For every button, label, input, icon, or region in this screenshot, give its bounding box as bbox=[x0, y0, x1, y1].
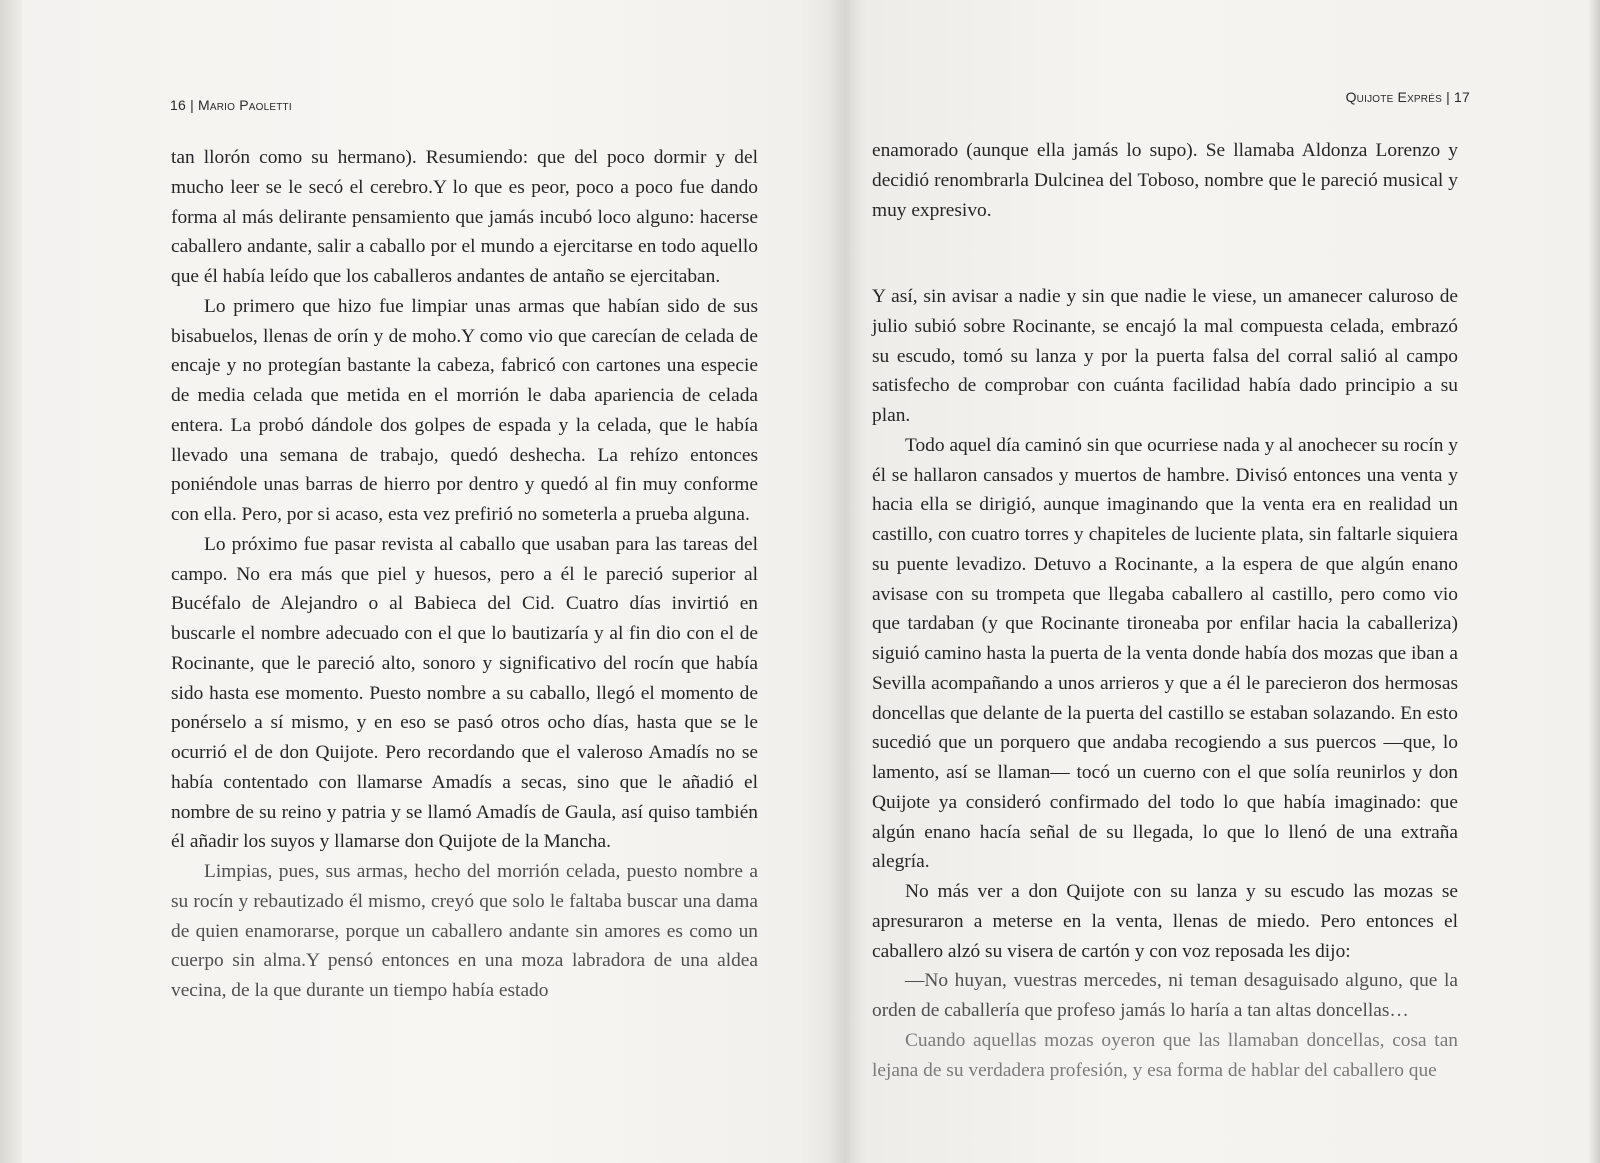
right-running-header bbox=[1346, 89, 1470, 105]
right-paragraph-3: No más ver a don Quijote con su lanza y su escudo las mozas se apresuraron a meterse en la venta, llenas de miedo. Pero entonces el caballero alzó su visera de cartón y con voz reposada les dijo: bbox=[872, 881, 1458, 962]
right-page-number: 17 bbox=[1454, 89, 1470, 105]
right-section-a bbox=[872, 136, 1458, 225]
left-running-header bbox=[170, 97, 292, 113]
right-section-b bbox=[872, 282, 1458, 1085]
right-header-separator: | bbox=[1446, 89, 1450, 105]
right-paragraph-1: Y así, sin avisar a nadie y sin que nadie le viese, un amanecer caluroso de julio subió sobre Rocinante, se encajó la mal compuesta celada, embrazó su escudo, tomó su lanza y por la puerta falsa del corral salió al campo satisfecho de comprobar con cuánta facilidad había dado principio a su plan. bbox=[872, 286, 1458, 426]
left-paragraph-2: Lo primero que hizo fue limpiar unas armas que habían sido de sus bisabuelos, llenas de orín y de moho.Y como vio que carecían de celada de encaje y no protegían bastante la cabeza, fabricó con cartones una especie de media celada que metida en el morrión le daba apariencia de celada entera. La probó dándole dos golpes de espada y la celada, que le había llevado una semana de trabajo, quedó deshecha. La rehízo entonces poniéndole unas barras de hierro por dentro y quedó al fin muy conforme con ella. Pero, por si acaso, esta vez prefirió no someterla a prueba alguna. bbox=[171, 295, 758, 525]
left-paragraph-1: tan llorón como su hermano). Resumiendo: que del poco dormir y del mucho leer se le secó el cerebro.Y lo que es peor, poco a poco fue dando forma al más delirante pensamiento que jamás incubó loco alguno: hacerse caballero andante, salir a caballo por el mundo a ejercitarse en todo aquello que él había leído que los caballeros andantes de antaño se ejercitaban. bbox=[171, 147, 758, 287]
book-gutter bbox=[828, 0, 868, 1163]
right-section-a-paragraph-1: enamorado (aunque ella jamás lo supo). Se llamaba Aldonza Lorenzo y decidió renombrarla Dulcinea del Toboso, nombre que le pareció musical y muy expresivo. bbox=[872, 140, 1458, 221]
right-header-title: Quijote Exprés bbox=[1345, 89, 1442, 105]
right-paragraph-4: —No huyan, vuestras mercedes, ni teman desaguisado alguno, que la orden de caballería que profeso jamás lo haría a tan altas doncellas… bbox=[872, 970, 1458, 1021]
right-paragraph-2: Todo aquel día caminó sin que ocurriese nada y al anochecer su rocín y él se hallaron cansados y muertos de hambre. Divisó entonces una venta y hacia ella se dirigió, aunque imaginando que la venta era en realidad un castillo, con cuatro torres y chapiteles de luciente plata, sin faltarle siquiera su puente levadizo. Detuvo a Rocinante, a la espera de que algún enano avisase con su trompeta que llegaba caballero al castillo, pero como vio que tardaban (y que Rocinante tironeaba por enfilar hacia la caballeriza) siguió camino hasta la puerta de la venta donde había dos mozas que iban a Sevilla acompañando a unos arrieros y que a él le parecieron dos hermosas doncellas que delante de la puerta del castillo se estaban solazando. En esto sucedió que un porquero que andaba recogiendo a sus puercos —que, lo lamento, así se llaman— tocó un cuerno con el que solía reunirlos y don Quijote ya consideró confirmado del todo lo que había imaginado: que algún enano hacía señal de su llegada, lo que lo llenó de una extraña alegría. bbox=[872, 434, 1458, 873]
left-header-author: Mario Paoletti bbox=[198, 97, 292, 113]
left-header-separator: | bbox=[190, 97, 194, 113]
left-paragraph-3: Lo próximo fue pasar revista al caballo que usaban para las tareas del campo. No era más que piel y huesos, pero a él le pareció superior al Bucéfalo de Alejandro o al Babieca del Cid. Cuatro días invirtió en buscarle el nombre adecuado con el que lo bautizaría y al fin dio con el de Rocinante, que le pareció alto, sonoro y significativo del rocín que había sido hasta ese momento. Puesto nombre a su caballo, llegó el momento de ponérselo a sí mismo, y en eso se pasó otros ocho días, hasta que se le ocurrió el de don Quijote. Pero recordando que el valeroso Amadís no se había contentado con llamarse Amadís a secas, sino que le añadió el nombre de su reino y patria y se llamó Amadís de Gaula, así quiso también él añadir los suyos y llamarse don Quijote de la Mancha. bbox=[171, 533, 758, 853]
left-page-number: 16 bbox=[170, 97, 186, 113]
right-page bbox=[866, 0, 1600, 1163]
right-paragraph-5: Cuando aquellas mozas oyeron que las llamaban doncellas, cosa tan lejana de su verdadera profesión, y esa forma de hablar del caballero que bbox=[872, 1029, 1458, 1081]
left-paragraph-4: Limpias, pues, sus armas, hecho del morrión celada, puesto nombre a su rocín y rebautizado él mismo, creyó que solo le faltaba buscar una dama de quien enamorarse, porque un caballero andante sin amores es como un cuerpo sin alma.Y pensó entonces en una moza labradora de una aldea vecina, de la que durante un tiempo había estado bbox=[171, 861, 758, 1001]
left-body-text bbox=[171, 143, 758, 1006]
